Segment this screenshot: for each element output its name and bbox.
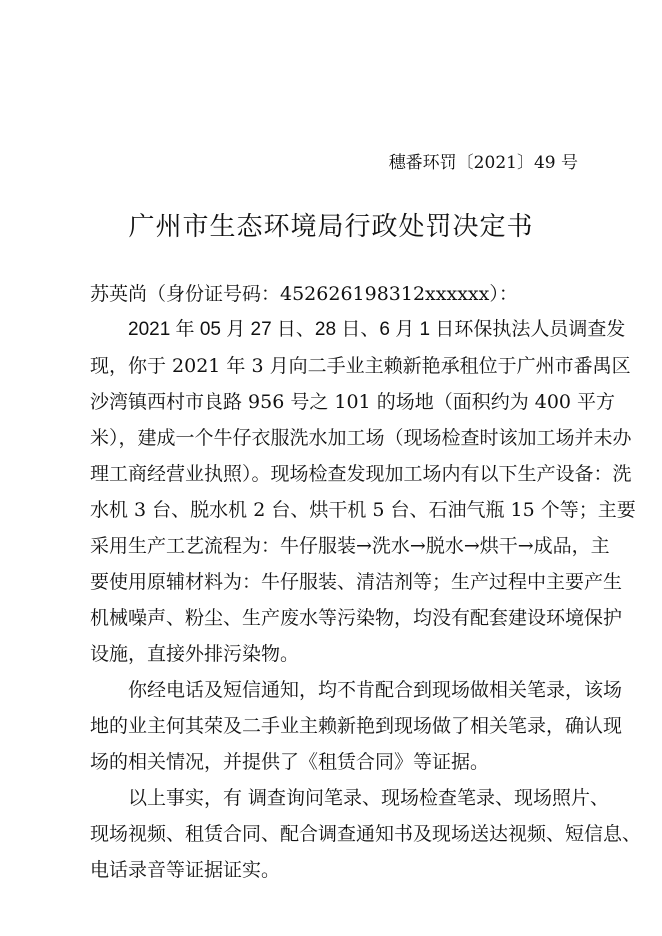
document-body [90,276,642,888]
text-line: 现，你于 2021 年 3 月向二手业主赖新艳承租位于广州市番禺区 [90,355,631,377]
text-line: 理工商经营业执照）。现场检查发现加工场内有以下生产设备：洗 [90,463,632,485]
text-line: 场的相关情况，并提供了《租赁合同》等证据。 [90,751,490,773]
addressee: 苏英尚（身份证号码：452626198312xxxxxx）： [90,283,518,305]
text-line: 机械噪声、粉尘、生产废水等污染物，均没有配套建设环境保护 [90,607,623,629]
paragraph-evidence [90,780,642,888]
text-line: 现场视频、租赁合同、配合调查通知书及现场送达视频、短信息、 [90,823,642,845]
text-line: 你经电话及短信通知，均不肯配合到现场做相关笔录，该场 [128,679,623,701]
text-line: 2021 年 05 月 27 日、28 日、6 月 1 日环保执法人员调查发 [128,319,626,340]
text-line: 沙湾镇西村市良路 956 号之 101 的场地（面积约为 400 平方 [90,391,616,413]
paragraph-findings [90,312,636,672]
paragraph-notification [90,672,623,780]
text-line: 设施，直接外排污染物。 [90,643,300,665]
text-line: 以上事实，有 调查询问笔录、现场检查笔录、现场照片、 [128,787,610,809]
text-line: 电话录音等证据证实。 [90,859,281,881]
document-title: 广州市生态环境局行政处罚决定书 [128,212,534,242]
text-line: 采用生产工艺流程为：牛仔服装→洗水→脱水→烘干→成品，主 [90,535,610,557]
text-line: 米），建成一个牛仔衣服洗水加工场（现场检查时该加工场并未办 [90,427,632,449]
text-line: 水机 3 台、脱水机 2 台、烘干机 5 台、石油气瓶 15 个等；主要 [90,499,636,521]
document-number: 穗番环罚〔2021〕49 号 [388,153,578,173]
text-line: 地的业主何其荣及二手业主赖新艳到现场做了相关笔录，确认现 [90,715,623,737]
text-line: 要使用原辅材料为：牛仔服装、清洁剂等；生产过程中主要产生 [90,571,623,593]
